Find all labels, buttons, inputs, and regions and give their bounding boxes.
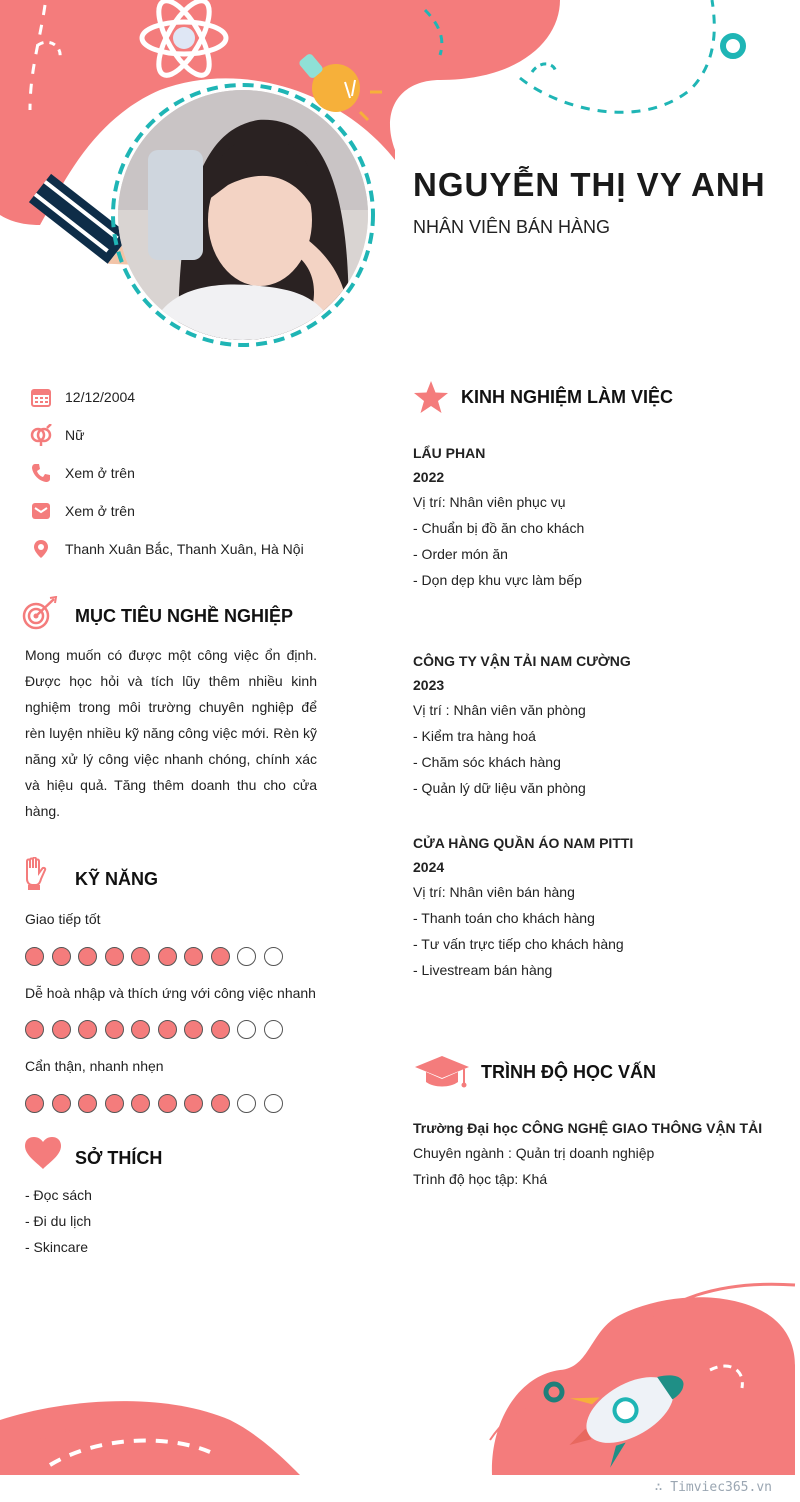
location-pin-icon [30,538,52,560]
portrait-illustration [118,90,368,340]
skill-label: Dễ hoà nhập và thích ứng với công việc nhanh [25,985,316,1001]
rating-dot-filled [78,1020,97,1039]
candidate-position: NHÂN VIÊN BÁN HÀNG [413,217,611,237]
rating-dot-filled [211,1094,230,1113]
job-company: CỬA HÀNG QUẦN ÁO NAM PITTI [413,835,634,851]
job-role: Vị trí: Nhân viên bán hàng [413,884,575,900]
rating-dot-empty [264,947,283,966]
star-icon [413,380,449,419]
job-role: Vị trí: Nhân viên phục vụ [413,494,566,510]
calendar-icon [30,386,52,408]
job-company: LẨU PHAN [413,445,486,461]
rating-dot-filled [158,1020,177,1039]
skill-label: Giao tiếp tốt [25,911,101,927]
hand-icon [24,857,48,896]
job-company: CÔNG TY VẬN TẢI NAM CƯỜNG [413,653,631,669]
graduation-cap-icon [414,1054,470,1095]
rating-dot-empty [264,1020,283,1039]
gender-value: Nữ [65,427,85,443]
job-task: - Dọn dẹp khu vực làm bếp [413,572,582,588]
skills-title: KỸ NĂNG [75,869,159,889]
watermark: ∴ Timviec365.vn [654,1480,772,1495]
info-gender [30,423,85,447]
skill-rating [25,947,283,966]
info-email [30,499,135,523]
education-grade: Trình độ học tập: Khá [413,1171,548,1187]
info-birthdate [30,385,136,409]
rating-dot-empty [237,947,256,966]
rating-dot-filled [184,947,203,966]
rating-dot-filled [184,1094,203,1113]
rating-dot-filled [105,947,124,966]
skill-rating [25,1094,283,1113]
candidate-name: NGUYỄN THỊ VY ANH [413,166,766,203]
info-address [30,537,304,561]
email-icon [30,500,52,522]
job-task: - Livestream bán hàng [413,962,553,978]
job-task: - Thanh toán cho khách hàng [413,910,595,926]
rating-dot-filled [158,947,177,966]
gender-icon [30,424,52,446]
rating-dot-filled [52,1094,71,1113]
rating-dot-filled [131,947,150,966]
rating-dot-filled [105,1094,124,1113]
address-value: Thanh Xuân Bắc, Thanh Xuân, Hà Nội [65,541,304,557]
hobbies-title: SỞ THÍCH [75,1148,163,1168]
rating-dot-empty [237,1094,256,1113]
rating-dot-filled [105,1020,124,1039]
rating-dot-empty [237,1020,256,1039]
job-task: - Chuẩn bị đồ ăn cho khách [413,520,585,536]
rating-dot-filled [158,1094,177,1113]
email-value: Xem ở trên [65,503,135,519]
education-major: Chuyên ngành : Quản trị doanh nghiệp [413,1145,655,1161]
objective-text: Mong muốn có được một công việc ổn định. Được học hỏi và tích lũy thêm nhiều kinh nghiệm trong môi trường chuyên nghiệp để rèn luyện nhiều kỹ năng công việc mới. Rèn kỹ năng xử lý công việc nhanh chóng, chính xác và hiệu quả. Tăng thêm doanh thu cho cửa hàng. [25,647,317,819]
job-year: 2024 [413,859,445,875]
rating-dot-filled [131,1094,150,1113]
job-task: - Quản lý dữ liệu văn phòng [413,780,586,796]
rating-dot-filled [25,1020,44,1039]
job-task: - Kiểm tra hàng hoá [413,728,536,744]
phone-value: Xem ở trên [65,465,135,481]
job-year: 2022 [413,469,445,485]
skill-rating [25,1020,283,1039]
job-task: - Tư vấn trực tiếp cho khách hàng [413,936,624,952]
rating-dot-filled [25,947,44,966]
avatar [118,90,368,340]
rating-dot-filled [131,1020,150,1039]
target-icon [22,596,58,637]
rating-dot-filled [184,1020,203,1039]
hobby-item: - Đi du lịch [25,1213,92,1229]
rating-dot-filled [78,947,97,966]
rating-dot-filled [52,947,71,966]
experience-title: KINH NGHIỆM LÀM VIỆC [461,387,674,407]
hobby-item: - Skincare [25,1239,89,1255]
job-task: - Chăm sóc khách hàng [413,754,561,770]
birthdate-value: 12/12/2004 [65,389,136,405]
rating-dot-filled [78,1094,97,1113]
school-name: Trường Đại học CÔNG NGHỆ GIAO THÔNG VẬN TẢI [413,1120,763,1136]
rating-dot-empty [264,1094,283,1113]
rating-dot-filled [25,1094,44,1113]
decorative-footer [0,1270,800,1502]
job-task: - Order món ăn [413,546,508,562]
rating-dot-filled [211,1020,230,1039]
job-role: Vị trí : Nhân viên văn phòng [413,702,586,718]
job-year: 2023 [413,677,445,693]
skill-label: Cẩn thận, nhanh nhẹn [25,1058,164,1074]
rating-dot-filled [52,1020,71,1039]
objective-title: MỤC TIÊU NGHỀ NGHIỆP [75,606,294,626]
phone-icon [30,462,52,484]
heart-icon [24,1136,62,1175]
rating-dot-filled [211,947,230,966]
info-phone [30,461,135,485]
hobby-item: - Đọc sách [25,1187,92,1203]
education-title: TRÌNH ĐỘ HỌC VẤN [481,1062,656,1082]
